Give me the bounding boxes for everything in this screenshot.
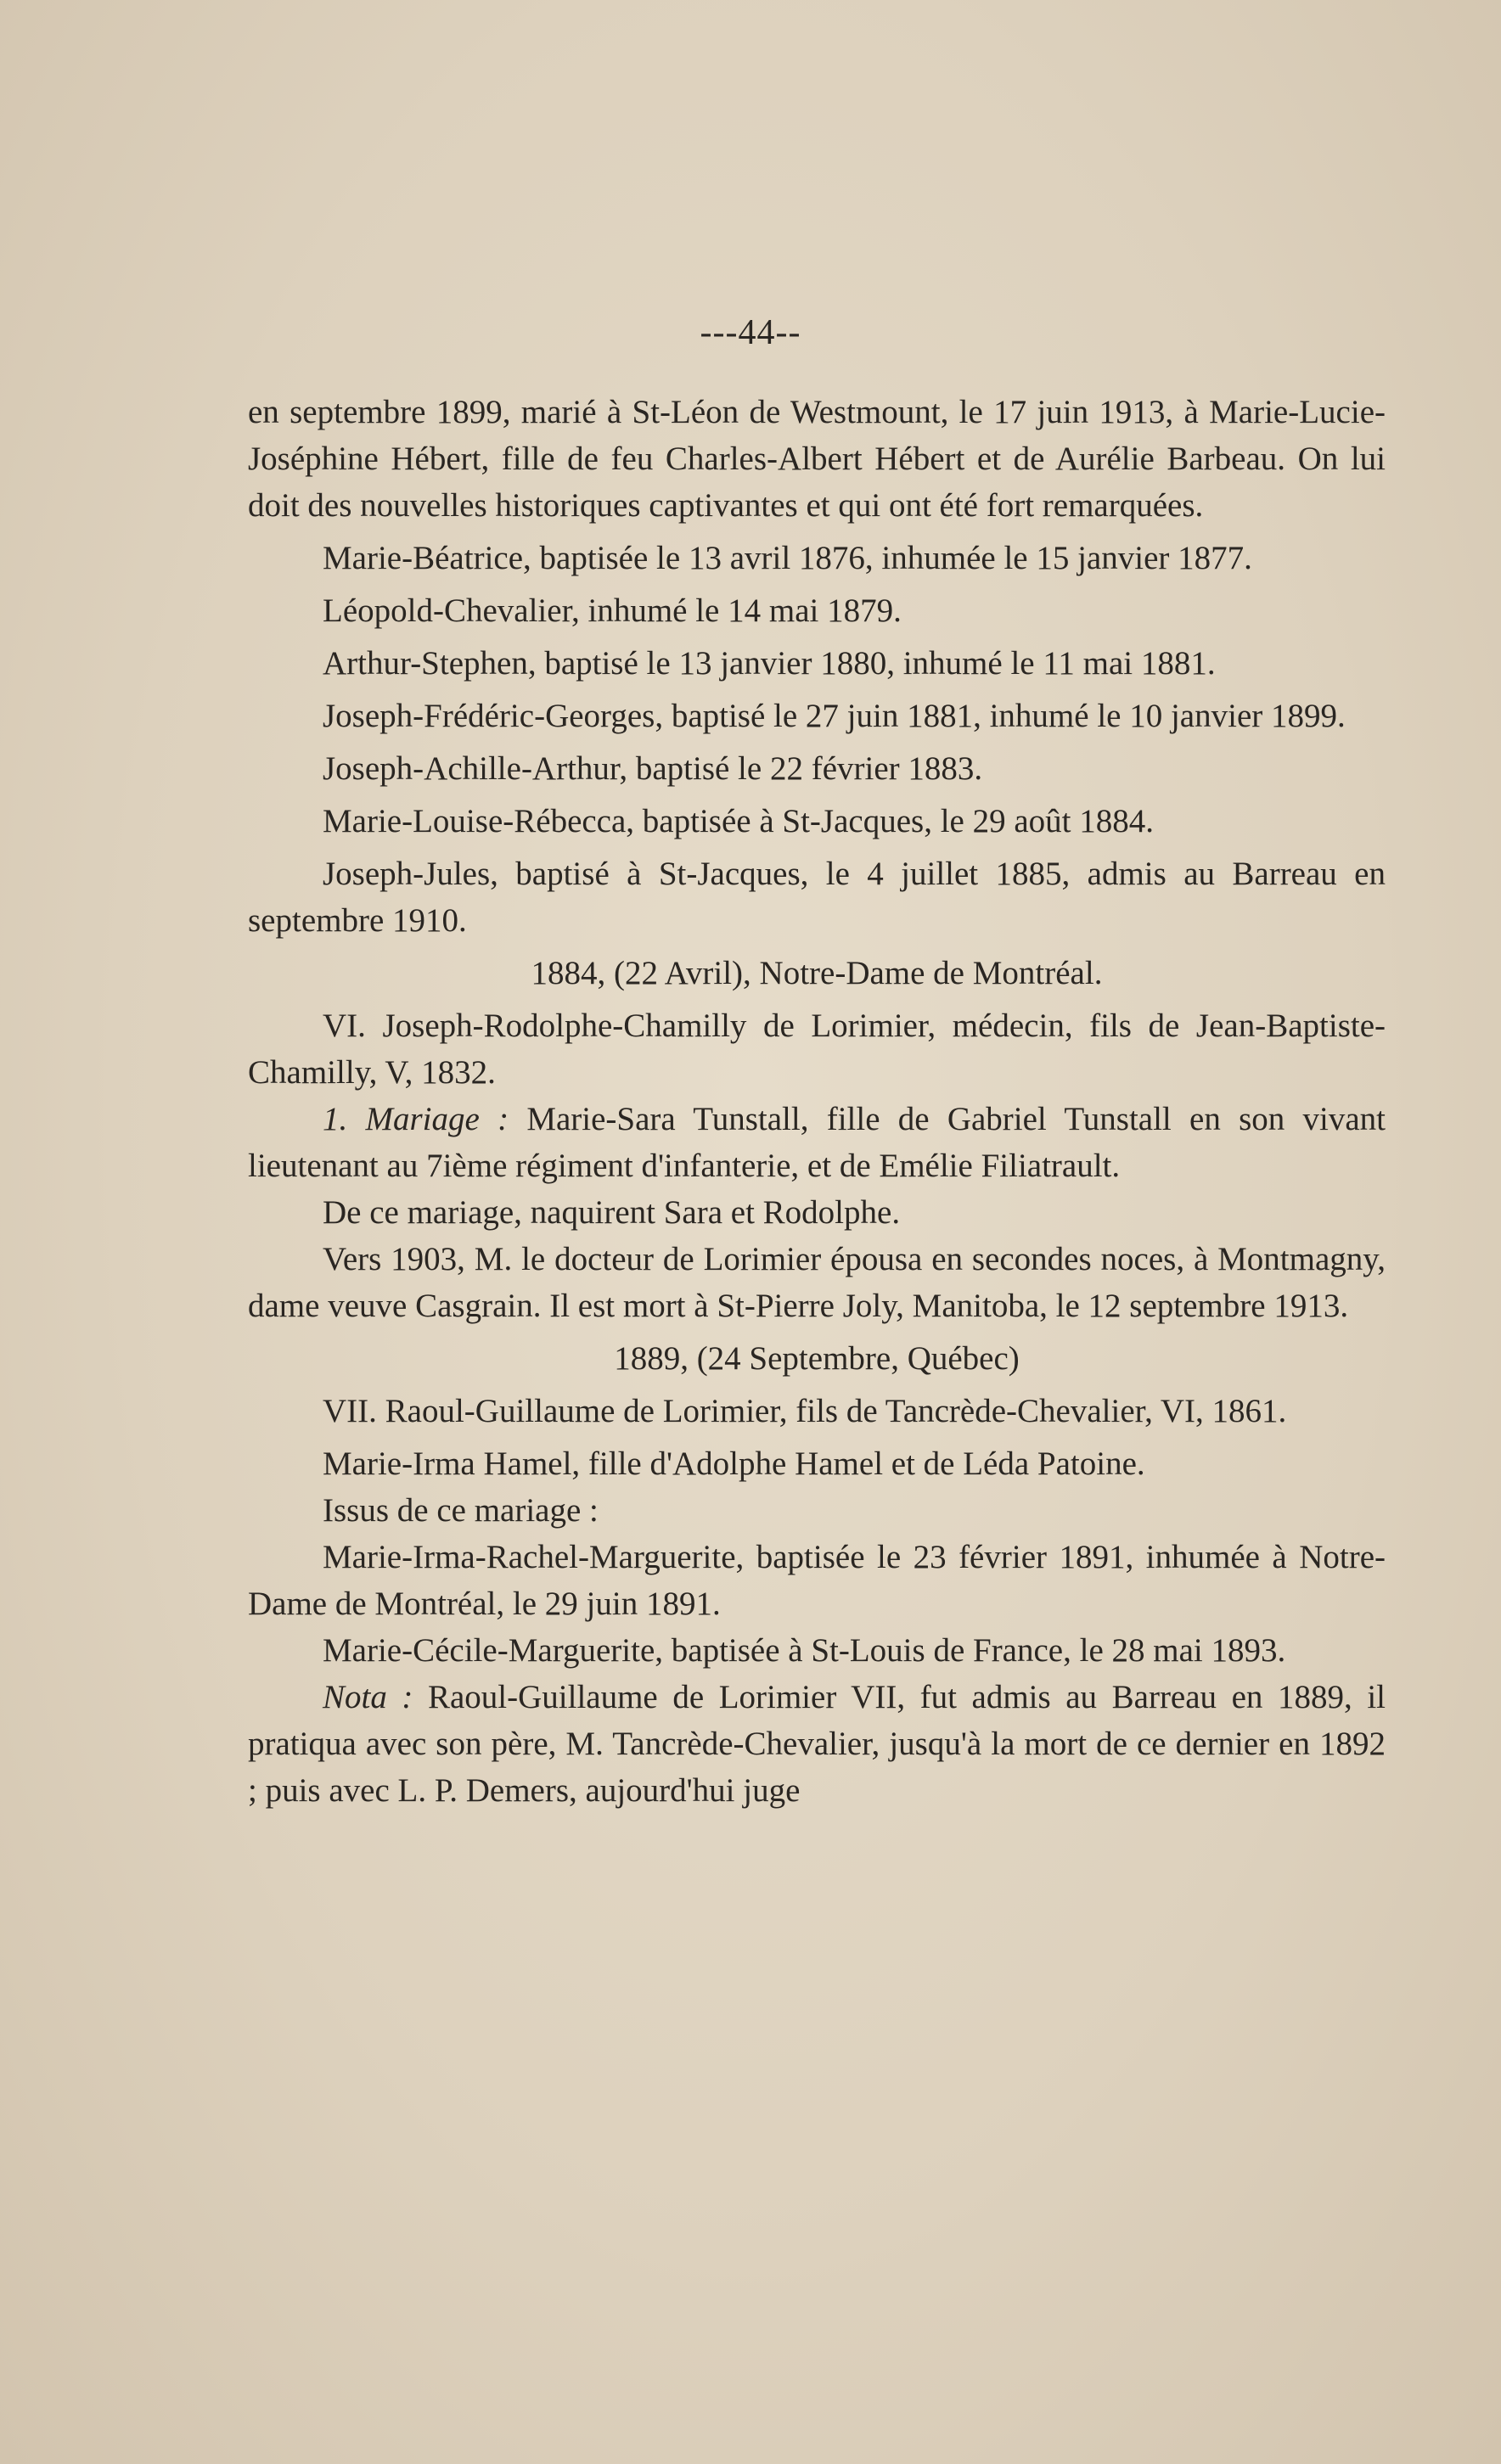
mariage-text: Marie-Sara Tunstall, fille de Gabriel Tunstall en son vivant lieutenant au 7ième régiment d'infanterie, et de Emélie Filiatrault.: [248, 1101, 1386, 1184]
paragraph-2: Marie-Béatrice, baptisée le 13 avril 1876, inhumée le 15 janvier 1877.: [323, 540, 1252, 576]
paragraph-3: Léopold-Chevalier, inhumé le 14 mai 1879.: [323, 592, 902, 629]
section-heading-1884: 1884, (22 Avril), Notre-Dame de Montréal.: [531, 955, 1103, 991]
paragraph-10: [248, 1096, 1386, 1189]
paragraph-9: VI. Joseph-Rodolphe-Chamilly de Lorimier, médecin, fils de Jean-Baptiste-Chamilly, V, 1832.: [248, 1007, 1386, 1091]
paragraph-7: Marie-Louise-Rébecca, baptisée à St-Jacques, le 29 août 1884.: [323, 803, 1154, 839]
paragraph-1: en septembre 1899, marié à St-Léon de Westmount, le 17 juin 1913, à Marie-Lucie-Joséphine Hébert, fille de feu Charles-Albert Hébert et de Aurélie Barbeau. On lui doit des nouvelles historiques captivantes et qui ont été fort remarquées.: [248, 394, 1386, 524]
paragraph-18: [248, 1674, 1386, 1814]
paragraph-8: Joseph-Jules, baptisé à St-Jacques, le 4 juillet 1885, admis au Barreau en septembre 1910.: [248, 856, 1386, 939]
paragraph-14: Marie-Irma Hamel, fille d'Adolphe Hamel et de Léda Patoine.: [323, 1445, 1145, 1482]
paragraph-16: Marie-Irma-Rachel-Marguerite, baptisée le 23 février 1891, inhumée à Notre-Dame de Montréal, le 29 juin 1891.: [248, 1539, 1386, 1622]
body-text: [248, 389, 1386, 1814]
nota-text: Raoul-Guillaume de Lorimier VII, fut admis au Barreau en 1889, il pratiqua avec son père, M. Tancrède-Chevalier, jusqu'à la mort de ce dernier en 1892 ; puis avec L. P. Demers, aujourd'hui juge: [248, 1679, 1386, 1809]
paragraph-13: VII. Raoul-Guillaume de Lorimier, fils de Tancrède-Chevalier, VI, 1861.: [323, 1393, 1287, 1429]
paragraph-15: Issus de ce mariage :: [323, 1492, 599, 1529]
mariage-label: 1. Mariage :: [323, 1101, 509, 1137]
paragraph-6: Joseph-Achille-Arthur, baptisé le 22 février 1883.: [323, 750, 983, 787]
paragraph-11: De ce mariage, naquirent Sara et Rodolphe.: [323, 1194, 901, 1231]
nota-label: Nota :: [323, 1679, 413, 1715]
paragraph-4: Arthur-Stephen, baptisé le 13 janvier 1880, inhumé le 11 mai 1881.: [323, 645, 1216, 682]
paragraph-12: Vers 1903, M. le docteur de Lorimier épousa en secondes noces, à Montmagny, dame veuve Casgrain. Il est mort à St-Pierre Joly, Manitoba, le 12 septembre 1913.: [248, 1241, 1386, 1324]
section-heading-1889: 1889, (24 Septembre, Québec): [614, 1340, 1020, 1377]
paragraph-5: Joseph-Frédéric-Georges, baptisé le 27 juin 1881, inhumé le 10 janvier 1899.: [323, 698, 1346, 734]
paragraph-17: Marie-Cécile-Marguerite, baptisée à St-Louis de France, le 28 mai 1893.: [323, 1632, 1286, 1669]
page-number: ---44--: [700, 313, 801, 352]
